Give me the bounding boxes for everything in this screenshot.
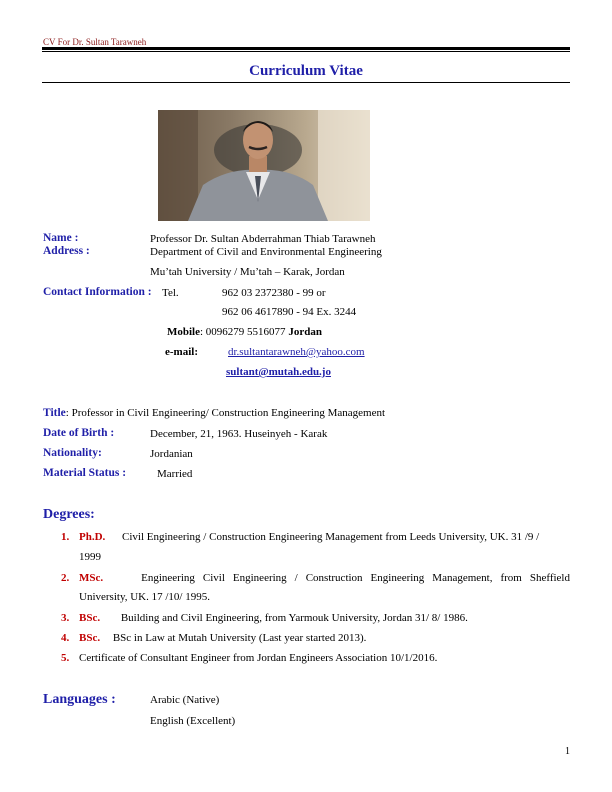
header-rule-thin: [42, 51, 570, 52]
degree-item-1: [79, 531, 539, 543]
marital-value: Married: [157, 468, 193, 480]
degree-text: BSc in Law at Mutah University (Last year started 2013).: [112, 632, 367, 644]
degrees-heading: Degrees:: [43, 507, 95, 522]
degree-number: 2.: [61, 572, 70, 584]
degree-item-5: Certificate of Consultant Engineer from Jordan Engineers Association 10/1/2016.: [79, 652, 438, 664]
degree-number: 5.: [61, 652, 70, 664]
address-line-1: Department of Civil and Environmental Engineering: [150, 246, 382, 258]
nationality-value: Jordanian: [150, 448, 193, 460]
degree-item-3: [79, 612, 468, 624]
mobile-label: Mobile: [167, 326, 200, 338]
title-line: [43, 407, 385, 419]
portrait-icon: [158, 110, 370, 221]
degree-item-4: [79, 632, 366, 644]
languages-heading: Languages :: [43, 692, 116, 707]
degree-text-cont: 1999: [79, 551, 101, 563]
language-item-arabic: Arabic (Native): [150, 694, 220, 706]
degree-text: Civil Engineering / Construction Engineering Management from Leeds University, UK. 31 /9 /: [122, 531, 540, 543]
degree-number: 1.: [61, 531, 70, 543]
name-label: Name :: [43, 232, 79, 244]
portrait-photo: [158, 110, 370, 221]
title-rule: [42, 82, 570, 83]
running-header: CV For Dr. Sultan Tarawneh: [43, 37, 147, 47]
tel-label: Tel.: [162, 287, 179, 299]
degree-tag: BSc.: [79, 632, 101, 644]
email-label: e-mail:: [165, 346, 198, 358]
name-value: Professor Dr. Sultan Abderrahman Thiab Tarawneh: [150, 233, 376, 245]
page-number: 1: [565, 746, 570, 757]
language-item-english: English (Excellent): [150, 715, 236, 727]
degree-text: Building and Civil Engineering, from Yarmouk University, Jordan 31/ 8/ 1986.: [120, 612, 468, 624]
header-rule-thick: [42, 47, 570, 50]
tel-value-1: 962 03 2372380 - 99 or: [222, 287, 326, 299]
email-link-yahoo[interactable]: dr.sultantarawneh@yahoo.com: [228, 346, 365, 358]
mobile-country: Jordan: [288, 326, 322, 338]
title-label: Title: [43, 407, 66, 419]
dob-label: Date of Birth :: [43, 427, 115, 439]
marital-label: Material Status :: [43, 467, 127, 479]
title-value: : Professor in Civil Engineering/ Construction Engineering Management: [65, 407, 386, 419]
mobile-value: : 0096279 5516077: [200, 326, 286, 338]
address-line-2: Mu’tah University / Mu’tah – Karak, Jordan: [150, 266, 345, 278]
tel-value-2: 962 06 4617890 - 94 Ex. 3244: [222, 306, 357, 318]
degree-text-cont: University, UK. 17 /10/ 1995.: [79, 591, 210, 603]
degree-number: 4.: [61, 632, 70, 644]
address-label: Address :: [43, 245, 90, 257]
degree-item-2: [79, 572, 570, 584]
degree-tag: Ph.D.: [79, 531, 106, 543]
page-title: Curriculum Vitae: [249, 63, 363, 79]
degree-text: Engineering Civil Engineering / Construction Engineering Management, from Sheffield: [141, 572, 570, 584]
dob-value: December, 21, 1963. Huseinyeh - Karak: [150, 428, 328, 440]
email-link-mutah[interactable]: sultant@mutah.edu.jo: [226, 366, 331, 378]
degree-tag: MSc.: [79, 572, 104, 584]
mobile-line: [167, 326, 322, 338]
nationality-label: Nationality:: [43, 447, 102, 459]
degree-tag: BSc.: [79, 612, 101, 624]
contact-label: Contact Information :: [43, 286, 152, 298]
degree-number: 3.: [61, 612, 70, 624]
